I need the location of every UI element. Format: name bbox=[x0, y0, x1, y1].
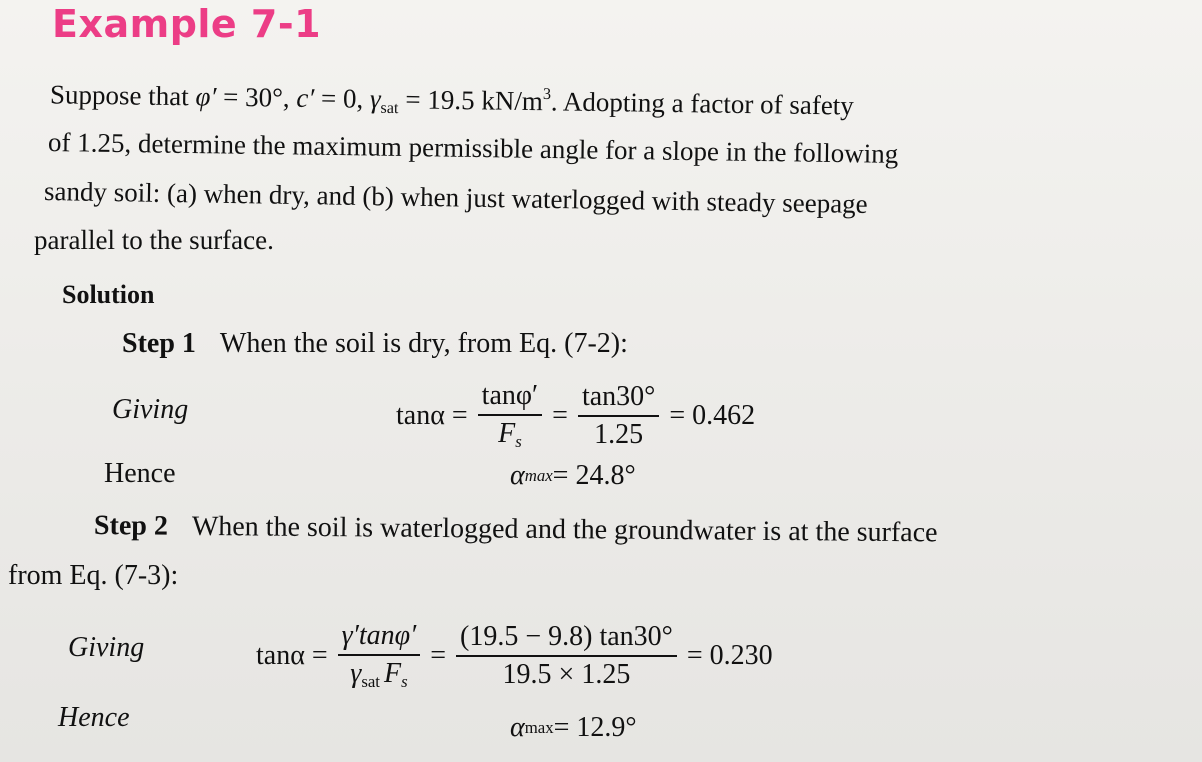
problem-line-1 bbox=[50, 78, 854, 124]
step-2-giving-label: Giving bbox=[68, 632, 145, 663]
fraction-numerator: tanφ′ bbox=[478, 380, 543, 416]
problem-line-3: sandy soil: (a) when dry, and (b) when just waterlogged with steady seepage bbox=[43, 176, 868, 219]
equation-result: = 0.230 bbox=[686, 640, 773, 672]
step-1-text: When the soil is dry, from Eq. (7-2): bbox=[219, 328, 628, 359]
example-title: Example 7-1 bbox=[52, 2, 322, 46]
equation-result: = 0.462 bbox=[669, 400, 756, 432]
fraction-denominator: 19.5 × 1.25 bbox=[502, 659, 631, 691]
fraction-numerator: tan30° bbox=[578, 381, 659, 417]
step-2-label: Step 2 bbox=[93, 510, 169, 542]
step-2-equation bbox=[256, 620, 773, 692]
fraction-numeric bbox=[578, 381, 659, 451]
step-1-hence-label: Hence bbox=[104, 458, 176, 489]
equals-sign: = bbox=[430, 640, 447, 672]
fraction-symbolic bbox=[478, 380, 543, 452]
equation-lhs: tanα = bbox=[396, 400, 468, 432]
step-2-line bbox=[94, 510, 938, 549]
equation-lhs: tanα = bbox=[256, 640, 328, 672]
step-1-label: Step 1 bbox=[122, 328, 196, 359]
problem-line-2: of 1.25, determine the maximum permissible angle for a slope in the following bbox=[47, 127, 899, 169]
step-2-hence-label: Hence bbox=[58, 702, 130, 733]
step-1-alpha-max: α max = 24.8° bbox=[510, 460, 636, 491]
gamma-subscript: sat bbox=[380, 98, 399, 118]
c-symbol: c′ bbox=[296, 82, 315, 114]
solution-heading: Solution bbox=[62, 280, 155, 309]
problem-text: Suppose that bbox=[49, 79, 196, 112]
step-1-line bbox=[122, 328, 628, 360]
c-value: = 0, bbox=[314, 83, 371, 114]
fraction-symbolic bbox=[338, 620, 421, 692]
fraction-denominator: $F_s$ bbox=[498, 418, 522, 452]
fraction-denominator: 1.25 bbox=[594, 419, 644, 451]
equals-sign: = bbox=[552, 400, 568, 432]
gamma-symbol: γ bbox=[369, 83, 381, 114]
phi-symbol: φ′ bbox=[195, 81, 217, 112]
phi-value: = 30°, bbox=[216, 81, 297, 113]
step-2-alpha-max: α max = 12.9° bbox=[510, 712, 637, 743]
fraction-numeric bbox=[456, 621, 677, 691]
gamma-value: = 19.5 kN/m bbox=[398, 84, 544, 117]
unit-exponent: 3 bbox=[542, 84, 552, 103]
problem-text: . Adopting a factor of safety bbox=[550, 86, 855, 121]
step-1-giving-label: Giving bbox=[112, 394, 189, 425]
fraction-numerator: (19.5 − 9.8) tan30° bbox=[456, 621, 677, 657]
step-2-text: When the soil is waterlogged and the groundwater is at the surface bbox=[191, 510, 938, 549]
step-1-equation bbox=[396, 380, 755, 452]
step-2-line-2: from Eq. (7-3): bbox=[8, 560, 179, 591]
fraction-denominator: $\gamma_{sat}$ $F_s$ bbox=[350, 658, 408, 692]
problem-line-4: parallel to the surface. bbox=[34, 225, 274, 255]
fraction-numerator: γ′tanφ′ bbox=[338, 620, 421, 656]
